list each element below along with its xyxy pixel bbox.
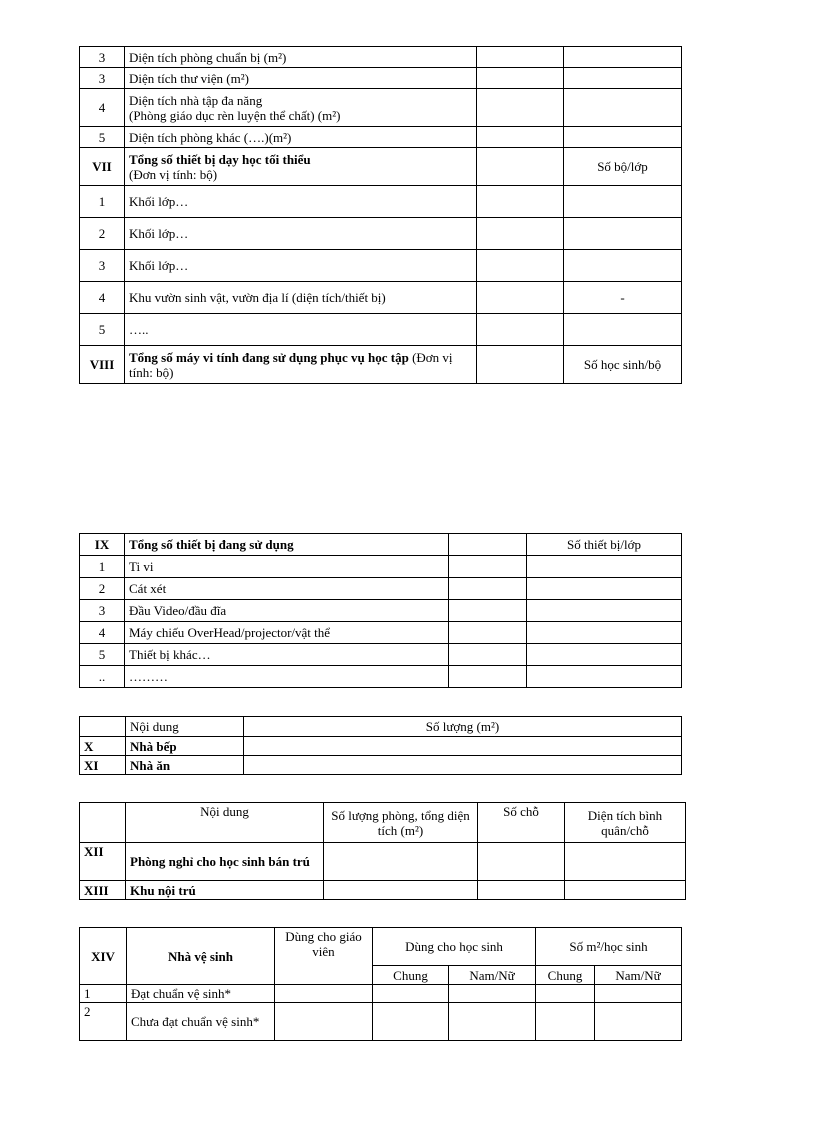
row-content-line1: Diện tích nhà tập đa năng	[129, 92, 263, 108]
value-cell	[527, 556, 682, 578]
table-header-row	[80, 928, 682, 966]
value-cell	[449, 578, 527, 600]
row-number: 5	[80, 644, 125, 666]
unit-label: -	[564, 282, 682, 314]
unit-label: Số học sinh/bộ	[564, 346, 682, 384]
row-content: Ti vi	[125, 556, 449, 578]
value-cell	[478, 843, 565, 881]
table-row	[80, 556, 682, 578]
value-cell	[564, 47, 682, 68]
row-number: ..	[80, 666, 125, 688]
row-content: Khối lớp…	[125, 186, 477, 218]
table-row	[80, 1003, 682, 1041]
column-header: Số chỗ	[478, 803, 565, 843]
value-cell	[527, 600, 682, 622]
empty-cell	[80, 717, 126, 737]
value-cell	[477, 218, 564, 250]
table-row	[80, 186, 682, 218]
table-row	[80, 644, 682, 666]
row-number: 1	[80, 556, 125, 578]
column-header: Số lượng phòng, tổng diện tích (m²)	[324, 803, 478, 843]
table-row	[80, 622, 682, 644]
row-content: Khối lớp…	[125, 250, 477, 282]
row-number: 3	[80, 600, 125, 622]
column-subheader: Nam/Nữ	[595, 966, 682, 985]
row-content: Phòng nghỉ cho học sinh bán trú	[126, 843, 324, 881]
table-row	[80, 148, 682, 186]
row-content: Khối lớp…	[125, 218, 477, 250]
row-content	[125, 89, 477, 127]
value-cell	[449, 556, 527, 578]
value-cell	[478, 881, 565, 900]
section-title: Tổng số thiết bị đang sử dụng	[125, 534, 449, 556]
value-cell	[477, 282, 564, 314]
table-row	[80, 250, 682, 282]
row-number: 3	[80, 47, 125, 68]
unit-label: Số bộ/lớp	[564, 148, 682, 186]
column-header: Số lượng (m²)	[244, 717, 682, 737]
value-cell	[527, 644, 682, 666]
row-content: Khu vườn sinh vật, vườn địa lí (diện tích/thiết bị)	[125, 282, 477, 314]
row-content: Diện tích phòng chuẩn bị (m²)	[125, 47, 477, 68]
row-number: 2	[80, 1003, 127, 1041]
value-cell	[564, 314, 682, 346]
value-cell	[244, 737, 682, 756]
section-title-bold: Tổng số máy vi tính đang sử dụng phục vụ học tập	[129, 349, 409, 365]
facilities-table	[79, 46, 682, 384]
section-title	[125, 148, 477, 186]
value-cell	[565, 843, 686, 881]
row-content: Khu nội trú	[126, 881, 324, 900]
value-cell	[449, 534, 527, 556]
table-row	[80, 89, 682, 127]
value-cell	[275, 985, 373, 1003]
kitchen-table	[79, 716, 682, 775]
row-number: 3	[80, 250, 125, 282]
table-row	[80, 666, 682, 688]
table-row	[80, 737, 682, 756]
table-row	[80, 68, 682, 89]
row-number: 5	[80, 127, 125, 148]
table-header-row	[80, 717, 682, 737]
column-header: Nội dung	[126, 803, 324, 843]
value-cell	[449, 985, 536, 1003]
table-row	[80, 843, 686, 881]
table-row	[80, 985, 682, 1003]
value-cell	[477, 148, 564, 186]
table-row	[80, 881, 686, 900]
row-number: 1	[80, 186, 125, 218]
table-row	[80, 600, 682, 622]
row-content: Nhà bếp	[126, 737, 244, 756]
value-cell	[477, 250, 564, 282]
table-row	[80, 756, 682, 775]
value-cell	[477, 127, 564, 148]
value-cell	[449, 600, 527, 622]
unit-label: Số thiết bị/lớp	[527, 534, 682, 556]
row-number: 4	[80, 89, 125, 127]
value-cell	[373, 1003, 449, 1041]
value-cell	[527, 666, 682, 688]
table-row	[80, 47, 682, 68]
section-title-line2: (Đơn vị tính: bộ)	[129, 166, 218, 182]
row-content: Đạt chuẩn vệ sinh*	[127, 985, 275, 1003]
value-cell	[449, 666, 527, 688]
section-number: VIII	[80, 346, 125, 384]
value-cell	[477, 314, 564, 346]
table-row	[80, 282, 682, 314]
section-number: XIV	[80, 928, 127, 985]
value-cell	[595, 1003, 682, 1041]
value-cell	[564, 68, 682, 89]
value-cell	[244, 756, 682, 775]
table-row	[80, 578, 682, 600]
row-number: 4	[80, 622, 125, 644]
table-header-row	[80, 534, 682, 556]
equipment-table	[79, 533, 682, 688]
row-content: Thiết bị khác…	[125, 644, 449, 666]
value-cell	[564, 186, 682, 218]
row-content: Diện tích phòng khác (….)(m²)	[125, 127, 477, 148]
value-cell	[595, 985, 682, 1003]
value-cell	[527, 622, 682, 644]
table-header-row	[80, 803, 686, 843]
row-number: 1	[80, 985, 127, 1003]
value-cell	[564, 89, 682, 127]
value-cell	[324, 843, 478, 881]
boarding-table	[79, 802, 686, 900]
table-row	[80, 346, 682, 384]
row-content: ………	[125, 666, 449, 688]
row-content: Chưa đạt chuẩn vệ sinh*	[127, 1003, 275, 1041]
row-number: 4	[80, 282, 125, 314]
value-cell	[565, 881, 686, 900]
toilet-table	[79, 927, 682, 1041]
row-content: Cát xét	[125, 578, 449, 600]
section-number: XI	[80, 756, 126, 775]
value-cell	[536, 1003, 595, 1041]
section-title-unit: (Đơn vị tính: bộ)	[129, 349, 453, 380]
value-cell	[373, 985, 449, 1003]
value-cell	[449, 644, 527, 666]
value-cell	[564, 250, 682, 282]
row-content: …..	[125, 314, 477, 346]
value-cell	[477, 68, 564, 89]
column-header: Dùng cho giáo viên	[275, 928, 373, 985]
value-cell	[477, 89, 564, 127]
column-subheader: Chung	[373, 966, 449, 985]
value-cell	[324, 881, 478, 900]
value-cell	[536, 985, 595, 1003]
table-row	[80, 127, 682, 148]
table-row	[80, 218, 682, 250]
row-number: 5	[80, 314, 125, 346]
column-header: Diện tích bình quân/chỗ	[565, 803, 686, 843]
section-number: XIII	[80, 881, 126, 900]
value-cell	[477, 186, 564, 218]
value-cell	[477, 47, 564, 68]
table-row	[80, 314, 682, 346]
section-title	[125, 346, 477, 384]
section-number: XII	[80, 843, 126, 881]
section-title-line1: Tổng số thiết bị dạy học tối thiểu	[129, 151, 311, 167]
row-content: Diện tích thư viện (m²)	[125, 68, 477, 89]
row-content: Nhà ăn	[126, 756, 244, 775]
column-header: Dùng cho học sinh	[373, 928, 536, 966]
value-cell	[564, 127, 682, 148]
row-content: Máy chiếu OverHead/projector/vật thể	[125, 622, 449, 644]
value-cell	[275, 1003, 373, 1041]
column-subheader: Nam/Nữ	[449, 966, 536, 985]
column-header: Số m²/học sinh	[536, 928, 682, 966]
value-cell	[527, 578, 682, 600]
section-title: Nhà vệ sinh	[127, 928, 275, 985]
section-number: X	[80, 737, 126, 756]
empty-cell	[80, 803, 126, 843]
value-cell	[564, 218, 682, 250]
value-cell	[449, 1003, 536, 1041]
section-number: IX	[80, 534, 125, 556]
row-content: Đầu Video/đầu đĩa	[125, 600, 449, 622]
row-content-line2: (Phòng giáo dục rèn luyện thể chất) (m²)	[129, 107, 341, 123]
row-number: 2	[80, 578, 125, 600]
row-number: 3	[80, 68, 125, 89]
column-subheader: Chung	[536, 966, 595, 985]
section-number: VII	[80, 148, 125, 186]
column-header: Nội dung	[126, 717, 244, 737]
row-number: 2	[80, 218, 125, 250]
value-cell	[477, 346, 564, 384]
value-cell	[449, 622, 527, 644]
